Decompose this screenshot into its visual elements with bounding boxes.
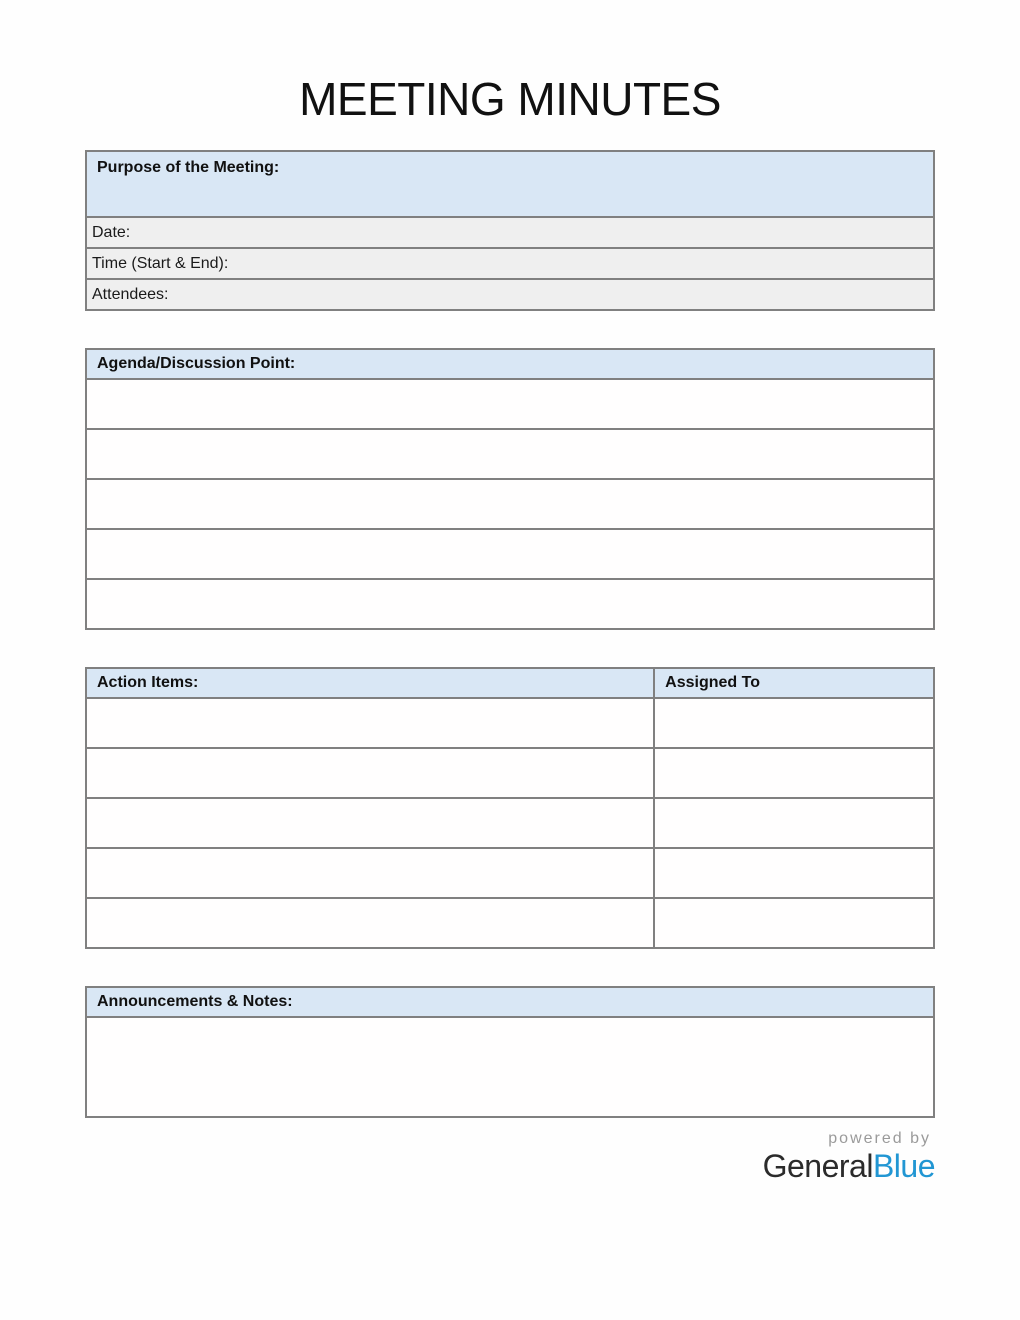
powered-by-text: powered by [828,1130,931,1147]
action-item-cell-1[interactable] [86,698,654,748]
assigned-to-cell-1[interactable] [654,698,934,748]
page-title: MEETING MINUTES [299,73,721,125]
assigned-to-cell-2[interactable] [654,748,934,798]
announcements-header-cell [86,987,934,1017]
agenda-header-label: Agenda/Discussion Point: [97,355,296,372]
action-item-cell-3[interactable] [86,798,654,848]
general-blue-logo [85,1148,935,1185]
announcements-table [85,986,935,1118]
date-field-label: Date: [92,223,131,241]
action-items-header-label: Action Items: [97,674,199,691]
assigned-to-cell-5[interactable] [654,898,934,948]
footer-brand [85,1130,935,1184]
brand-blue: Blue [872,1147,935,1184]
purpose-header-label: Purpose of the Meeting: [97,159,280,176]
time-field-label: Time (Start & End): [92,254,229,272]
time-field[interactable] [86,248,934,279]
date-field[interactable] [86,217,934,248]
document-content [85,150,935,1118]
brand-general: General [762,1147,873,1184]
assigned-to-header-cell [654,668,934,698]
agenda-row-1[interactable] [86,379,934,429]
action-items-table [85,667,935,949]
action-item-cell-2[interactable] [86,748,654,798]
agenda-row-5[interactable] [86,579,934,629]
agenda-row-2[interactable] [86,429,934,479]
assigned-to-cell-3[interactable] [654,798,934,848]
announcements-header-label: Announcements & Notes: [97,993,293,1010]
agenda-row-3[interactable] [86,479,934,529]
purpose-header-cell[interactable] [86,151,934,217]
action-item-cell-5[interactable] [86,898,654,948]
assigned-to-cell-4[interactable] [654,848,934,898]
agenda-table [85,348,935,630]
purpose-table [85,150,935,311]
attendees-field-label: Attendees: [92,285,169,303]
announcements-body[interactable] [86,1017,934,1117]
agenda-row-4[interactable] [86,529,934,579]
action-items-header-cell [86,668,654,698]
attendees-field[interactable] [86,279,934,310]
agenda-header-cell [86,349,934,379]
action-item-cell-4[interactable] [86,848,654,898]
assigned-to-header-label: Assigned To [665,674,760,691]
